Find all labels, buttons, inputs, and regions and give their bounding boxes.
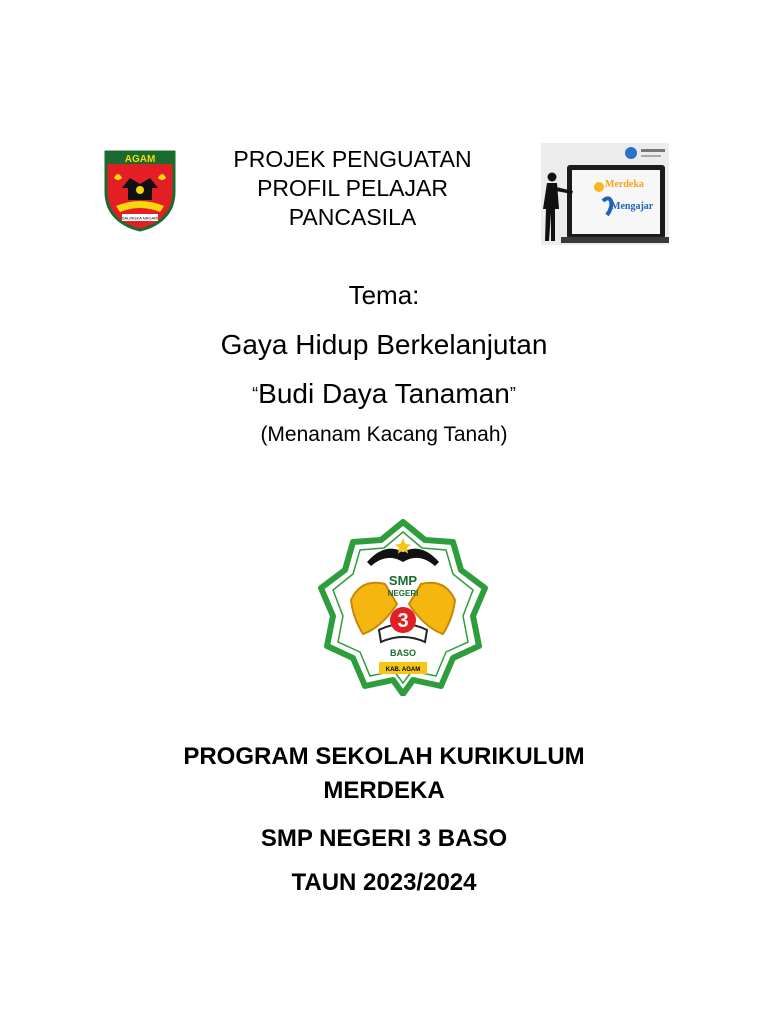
- school-logo-region: KAB. AGAM: [385, 667, 421, 673]
- school-logo: [315, 518, 491, 696]
- project-title-line-2: PROFIL PELAJAR: [257, 175, 448, 201]
- theme-name: Gaya Hidup Berkelanjutan: [220, 329, 548, 360]
- project-title: [190, 145, 515, 232]
- theme-section: [0, 280, 768, 448]
- open-quote: “: [252, 384, 259, 404]
- theme-subtitle: [0, 378, 768, 410]
- academic-year: TAUN 2023/2024: [291, 869, 477, 896]
- close-quote: ”: [509, 384, 516, 404]
- school-logo-negeri: NEGERI: [387, 589, 419, 598]
- agam-motto-text: SALINGKA NAGARI: [121, 215, 159, 221]
- school-name: SMP NEGERI 3 BASO: [260, 825, 508, 852]
- school-logo-number: 3: [397, 610, 409, 632]
- theme-subtitle-text: Budi Daya Tanaman: [258, 378, 510, 409]
- program-line-1: PROGRAM SEKOLAH KURIKULUM: [183, 743, 585, 770]
- agam-emblem-logo: [100, 148, 180, 232]
- theme-label: Tema:: [348, 280, 420, 310]
- merdeka-line1-text: Merdeka: [605, 179, 644, 190]
- merdeka-line2-text: Mengajar: [611, 201, 654, 212]
- project-title-line-3: PANCASILA: [288, 204, 417, 230]
- program-line-2: MERDEKA: [323, 777, 445, 804]
- project-title-line-1: PROJEK PENGUATAN: [233, 146, 472, 172]
- school-logo-smp: SMP: [388, 573, 418, 588]
- agam-banner-text: AGAM: [124, 154, 156, 165]
- school-logo-baso: BASO: [389, 648, 417, 658]
- merdeka-mengajar-logo: [541, 143, 669, 245]
- activity-description: (Menanam Kacang Tanah): [260, 423, 508, 446]
- footer-section: [0, 740, 768, 900]
